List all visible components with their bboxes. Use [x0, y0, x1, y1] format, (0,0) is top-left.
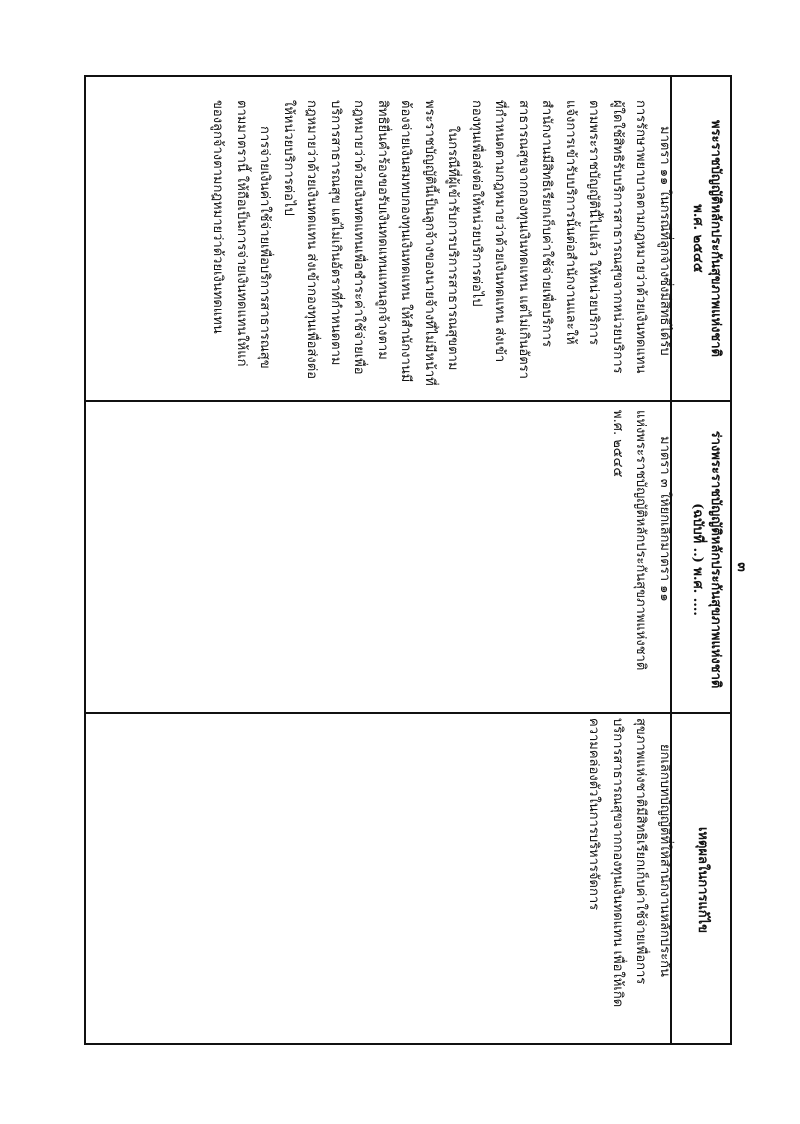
- header-draft-act: [688, 404, 724, 715]
- text-line: ตามพระราชบัญญัตินี้ไปแล้ว ให้หน่วยบริการ: [586, 100, 602, 345]
- reason-text: [582, 718, 676, 1038]
- text-line: ของลูกจ้างตามกฎหมายว่าด้วยเงินทดแทน: [210, 100, 226, 334]
- text-line: กองทุนเพื่อส่งต่อให้หน่วยบริการต่อไป: [469, 100, 484, 307]
- text-line: สำนักงานมีสิทธิเรียกเก็บค่าใช้จ่ายเพื่อบริการ: [539, 100, 555, 347]
- text-line: กฎหมายว่าด้วยเงินทดแทนเพื่อชำระค่าใช้จ่ายเพื่อ: [351, 100, 367, 375]
- text-line: ผู้ใดใช้สิทธิรับบริการสาธารณสุขจากหน่วยบริการ: [610, 100, 625, 374]
- header-current-act-line-2: พ.ศ. ๒๕๔๕: [690, 204, 705, 273]
- text-line: การรักษาพยาบาลตามกฎหมายว่าด้วยเงินทดแทน: [633, 100, 649, 374]
- text-line: การจ่ายเงินค่าใช้จ่ายเพื่อบริการสาธารณสุข: [257, 126, 273, 369]
- text-line: บริการสาธารณสุขจากกองทุนเงินทดแทน เพื่อให้เกิด: [610, 718, 625, 1008]
- current-act-text: [206, 100, 676, 420]
- page-number: ๓: [733, 562, 750, 572]
- text-line: ให้หน่วยบริการต่อไป: [281, 100, 296, 216]
- header-draft-act-line-1: ร่างพระราชบัญญัติหลักประกันสุขภาพแห่งชาติ: [708, 430, 723, 689]
- text-line: ตามมาตรานี้ ให้ถือเป็นการจ่ายเงินทดแทนให้แก่: [234, 100, 249, 367]
- text-line: สิทธิยื่นคำร้องขอรับเงินทดแทนแทนลูกจ้างตาม: [375, 100, 390, 360]
- text-line: ต้องจ่ายเงินสมทบกองทุนเงินทดแทน ให้สำนักงานมี: [398, 100, 414, 383]
- text-line: แห่งพระราชบัญญัติหลักประกันสุขภาพแห่งชาติ: [633, 410, 649, 671]
- text-line: ที่กำหนดตามกฎหมายว่าด้วยเงินทดแทน ส่งเข้า: [492, 100, 508, 363]
- text-line: บริการสาธารณสุข แต่ไม่เกินอัตราที่กำหนดตาม: [328, 100, 343, 366]
- text-line: สาธารณสุขจากกองทุนเงินทดแทน แต่ไม่เกินอัตรา: [516, 100, 531, 379]
- section-11-paragraph-1: [653, 100, 677, 420]
- text-line: สุขภาพแห่งชาติมีสิทธิเรียกเก็บค่าใช้จ่ายเพื่อการ: [633, 718, 649, 985]
- text-line: แจ้งการเข้ารับบริการนั้นต่อสำนักงานและให้: [563, 100, 578, 345]
- header-reason-line-1: เหตุผลในการแก้ไข: [695, 826, 710, 934]
- header-current-act: [688, 75, 724, 402]
- text-line: ยกเลิกบทบัญญัติที่ให้สำนักงานหลักประกัน: [657, 744, 672, 977]
- text-line: มาตรา ๑๑ ในกรณีที่ลูกจ้างซึ่งมีสิทธิได้รับ: [657, 126, 672, 356]
- section-11-paragraph-3: [253, 100, 277, 420]
- section-11-paragraph-2: [441, 100, 465, 420]
- draft-act-text: [606, 410, 677, 715]
- text-line: ในกรณีที่ผู้เข้ารับการบริการสาธารณสุขตาม: [445, 126, 461, 371]
- header-draft-act-line-2: (ฉบับที่ ..) พ.ศ. ....: [690, 503, 705, 616]
- text-line: กฎหมายว่าด้วยเงินทดแทน ส่งเข้ากองทุนเพื่อส่งต่อ: [304, 100, 320, 380]
- text-line: พระราชบัญญัตินี้เป็นลูกจ้างของนายจ้างที่ไม่มีหน้าที่: [422, 100, 437, 386]
- text-line: พ.ศ. ๒๕๔๕: [610, 410, 625, 478]
- text-line: มาตรา ๓ ให้ยกเลิกมาตรา ๑๑: [657, 436, 672, 602]
- header-reason: [680, 715, 724, 1045]
- text-line: ความคล่องตัวในการบริหารจัดการ: [586, 718, 602, 911]
- header-current-act-line-1: พระราชบัญญัติหลักประกันสุขภาพแห่งชาติ: [708, 120, 723, 357]
